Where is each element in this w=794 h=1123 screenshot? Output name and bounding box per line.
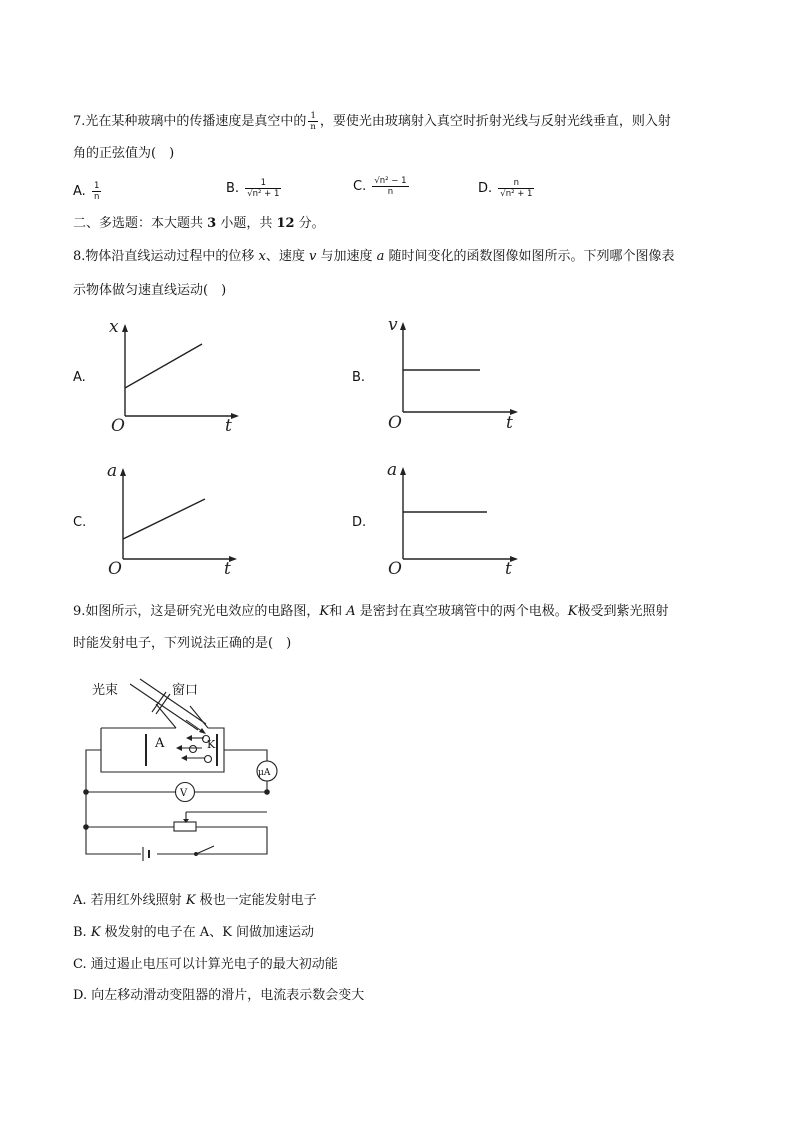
- svg-text:O: O: [108, 559, 122, 579]
- q7-prefix: 7.光在某种玻璃中的传播速度是真空中的: [73, 114, 307, 129]
- svg-text:O: O: [111, 416, 125, 436]
- q8-option-d-label[interactable]: D.: [352, 515, 367, 530]
- cathode-label: K: [207, 738, 216, 751]
- beam-label: 光束: [92, 683, 119, 698]
- q7-stem-line1: [73, 111, 671, 132]
- q9-stem-line1: 9.如图所示，这是研究光电效应的电路图，K和 A 是密封在真空玻璃管中的两个电极。K极受到紫光照射: [73, 604, 669, 619]
- svg-text:t: t: [224, 559, 231, 579]
- q8-option-c-label[interactable]: C.: [73, 515, 87, 530]
- anode-label: A: [155, 736, 165, 751]
- q7-option-b[interactable]: B. $\frac{1}{\text{√n² + 1}}$: [226, 178, 280, 199]
- q9-option-b[interactable]: B. K 极发射的电子在 A、K 间做加速运动: [73, 925, 315, 940]
- q7-stem-line2: 角的正弦值为( ): [73, 146, 175, 161]
- svg-text:x: x: [109, 317, 119, 337]
- svg-text:O: O: [388, 559, 402, 579]
- q9-option-d[interactable]: D. 向左移动滑动变阻器的滑片，电流表示数会变大: [73, 988, 365, 1003]
- window-label: 窗口: [172, 683, 199, 698]
- q9-stem-line2: 时能发射电子，下列说法正确的是( ): [73, 636, 292, 651]
- svg-text:a: a: [107, 461, 118, 481]
- ammeter-label: μA: [258, 768, 271, 778]
- q8-stem-line1: 8.物体沿直线运动过程中的位移 x、速度 v 与加速度 a 随时间变化的函数图像如图所示。下列哪个图像表: [73, 249, 675, 264]
- svg-text:t: t: [506, 413, 513, 433]
- q9-circuit-diagram: [86, 676, 286, 861]
- section-header: 二、多选题：本大题共 3 小题，共 12 分。: [73, 216, 325, 231]
- q8-option-a-label[interactable]: A.: [73, 370, 86, 385]
- q7-fraction: $\frac{1}{n}$: [310, 111, 316, 132]
- q7-option-c[interactable]: C. $\frac{\text{√n² − 1}}{n}$: [353, 176, 407, 197]
- svg-text:t: t: [505, 559, 512, 579]
- svg-text:a: a: [387, 460, 398, 480]
- graph-c-line: [123, 499, 205, 539]
- svg-text:t: t: [225, 416, 232, 436]
- q7-option-a[interactable]: A. $\frac{1}{n}$: [73, 181, 100, 202]
- q7-option-d[interactable]: D. $\frac{n}{\text{√n² + 1}}$: [478, 178, 533, 199]
- voltmeter-label: V: [180, 788, 188, 799]
- q7-suffix: ，要使光由玻璃射入真空时折射光线与反射光线垂直，则入射: [319, 114, 671, 129]
- q9-option-a[interactable]: A. 若用红外线照射 K 极也一定能发射电子: [73, 893, 317, 908]
- graph-a-line: [125, 344, 202, 388]
- q8-graph-a[interactable]: [105, 317, 245, 436]
- q8-option-b-label[interactable]: B.: [352, 370, 366, 385]
- q8-graph-b[interactable]: [383, 316, 523, 431]
- q8-graph-c[interactable]: [103, 462, 243, 577]
- q8-stem-line2: 示物体做匀速直线运动( ): [73, 283, 227, 298]
- svg-text:O: O: [388, 413, 402, 433]
- q9-option-c[interactable]: C. 通过遏止电压可以计算光电子的最大初动能: [73, 957, 338, 972]
- svg-text:v: v: [388, 315, 398, 335]
- q8-graph-d[interactable]: [383, 460, 523, 579]
